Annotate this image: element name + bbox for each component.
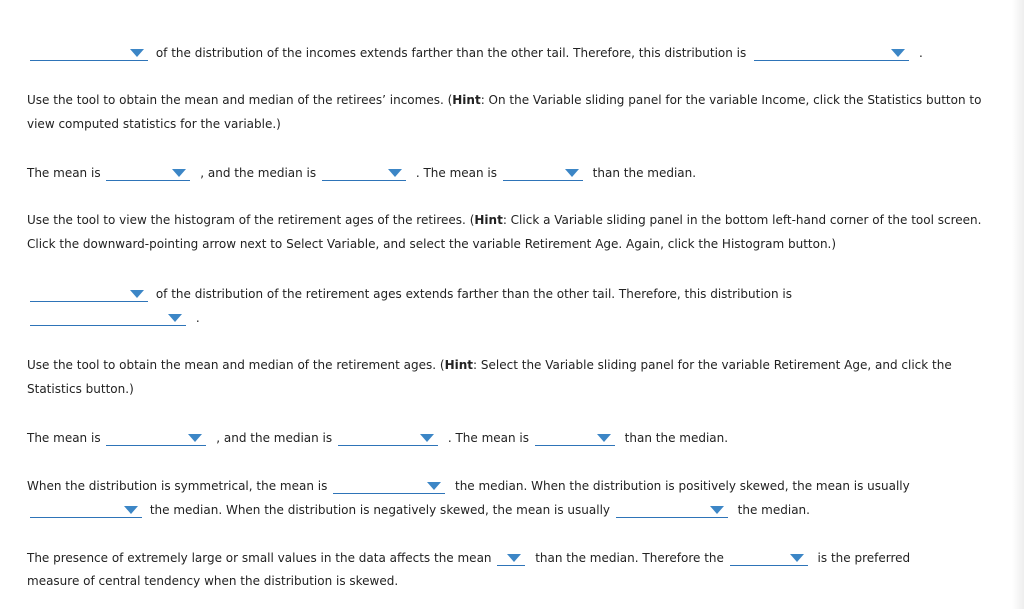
chevron-down-icon xyxy=(188,434,202,442)
chevron-down-icon xyxy=(710,506,724,514)
income-mean-dropdown[interactable] xyxy=(106,164,190,181)
comparison-label: . The mean is xyxy=(415,166,498,180)
income-mean-comparison-dropdown[interactable] xyxy=(503,164,583,181)
median-label: , and the median is xyxy=(216,431,333,445)
instruction-text: Use the tool to view the histogram of the retirement ages of the retirees. ( xyxy=(27,213,475,227)
symmetry-text: the median. When the distribution is negatively skewed, the mean is usually xyxy=(149,503,610,517)
age-mean-comparison-dropdown[interactable] xyxy=(535,429,615,446)
symmetry-row-1 xyxy=(27,477,910,494)
than-median-text: than the median. xyxy=(592,166,697,180)
instruction-text: Use the tool to obtain the mean and median of the retirees’ incomes. ( xyxy=(27,93,453,107)
age-shape-row xyxy=(30,309,200,326)
hint-label: Hint xyxy=(452,93,481,107)
symmetry-text: the median. xyxy=(737,503,810,517)
symmetry-text: When the distribution is symmetrical, the mean is xyxy=(27,479,328,493)
positive-skew-mean-dropdown[interactable] xyxy=(30,501,142,518)
symmetric-mean-dropdown[interactable] xyxy=(333,477,445,494)
chevron-down-icon xyxy=(130,49,144,57)
age-distribution-shape-dropdown[interactable] xyxy=(30,309,186,326)
income-mean-row xyxy=(27,164,696,181)
chevron-down-icon xyxy=(130,290,144,298)
negative-skew-mean-dropdown[interactable] xyxy=(616,501,728,518)
age-stats-instruction xyxy=(27,353,987,401)
age-median-dropdown[interactable] xyxy=(338,429,438,446)
age-mean-row xyxy=(27,429,728,446)
presence-text: The presence of extremely large or small values in the data affects the mean xyxy=(27,551,492,565)
chevron-down-icon xyxy=(420,434,434,442)
chevron-down-icon xyxy=(507,554,521,562)
instruction-text: : On the Variable sliding panel for the variable Income, click the Statistics button to view computed statistics for the variable.) xyxy=(27,93,982,131)
median-label: , and the median is xyxy=(200,166,317,180)
presence-text: than the median. Therefore the xyxy=(535,551,724,565)
age-histogram-instruction xyxy=(27,208,987,256)
income-tail-dropdown[interactable] xyxy=(30,44,148,61)
symmetry-row-2 xyxy=(30,501,810,518)
age-tail-row xyxy=(30,285,792,302)
income-tail-period: . xyxy=(918,46,923,60)
age-mean-dropdown[interactable] xyxy=(106,429,206,446)
income-distribution-shape-dropdown[interactable] xyxy=(754,44,909,61)
hint-label: Hint xyxy=(444,358,474,372)
chevron-down-icon xyxy=(168,314,182,322)
income-median-dropdown[interactable] xyxy=(322,164,406,181)
income-stats-instruction xyxy=(27,88,987,136)
instruction-text: : Select the Variable sliding panel for the variable Retirement Age, and click the Statistics button.) xyxy=(27,358,952,396)
presence-row-1 xyxy=(27,549,910,566)
age-tail-dropdown[interactable] xyxy=(30,285,148,302)
instruction-text: Use the tool to obtain the mean and median of the retirement ages. ( xyxy=(27,358,445,372)
chevron-down-icon xyxy=(388,169,402,177)
age-tail-text: of the distribution of the retirement ages extends farther than the other tail. Therefore, this distribution is xyxy=(155,287,793,301)
hint-label: Hint xyxy=(474,213,503,227)
preferred-measure-dropdown[interactable] xyxy=(730,549,808,566)
symmetry-text: the median. When the distribution is positively skewed, the mean is usually xyxy=(454,479,910,493)
chevron-down-icon xyxy=(597,434,611,442)
chevron-down-icon xyxy=(124,506,138,514)
mean-label: The mean is xyxy=(27,431,101,445)
presence-text: measure of central tendency when the distribution is skewed. xyxy=(27,574,399,588)
extreme-values-effect-dropdown[interactable] xyxy=(497,549,525,566)
chevron-down-icon xyxy=(790,554,804,562)
page-edge-shadow xyxy=(1012,0,1024,609)
income-tail-row xyxy=(30,44,923,61)
mean-label: The mean is xyxy=(27,166,101,180)
chevron-down-icon xyxy=(427,482,441,490)
presence-text: is the preferred xyxy=(817,551,911,565)
chevron-down-icon xyxy=(172,169,186,177)
chevron-down-icon xyxy=(565,169,579,177)
age-tail-period: . xyxy=(195,311,200,325)
chevron-down-icon xyxy=(891,49,905,57)
presence-row-2 xyxy=(27,573,398,589)
instruction-text: : Click a Variable sliding panel in the bottom left-hand corner of the tool screen. Click the downward-pointing arrow next to Select Variable, and select the variable Retirement Age. Again, click the Histogram button.) xyxy=(27,213,982,251)
comparison-label: . The mean is xyxy=(447,431,530,445)
income-tail-text: of the distribution of the incomes extends farther than the other tail. Therefore, this distribution is xyxy=(155,46,747,60)
than-median-text: than the median. xyxy=(624,431,729,445)
